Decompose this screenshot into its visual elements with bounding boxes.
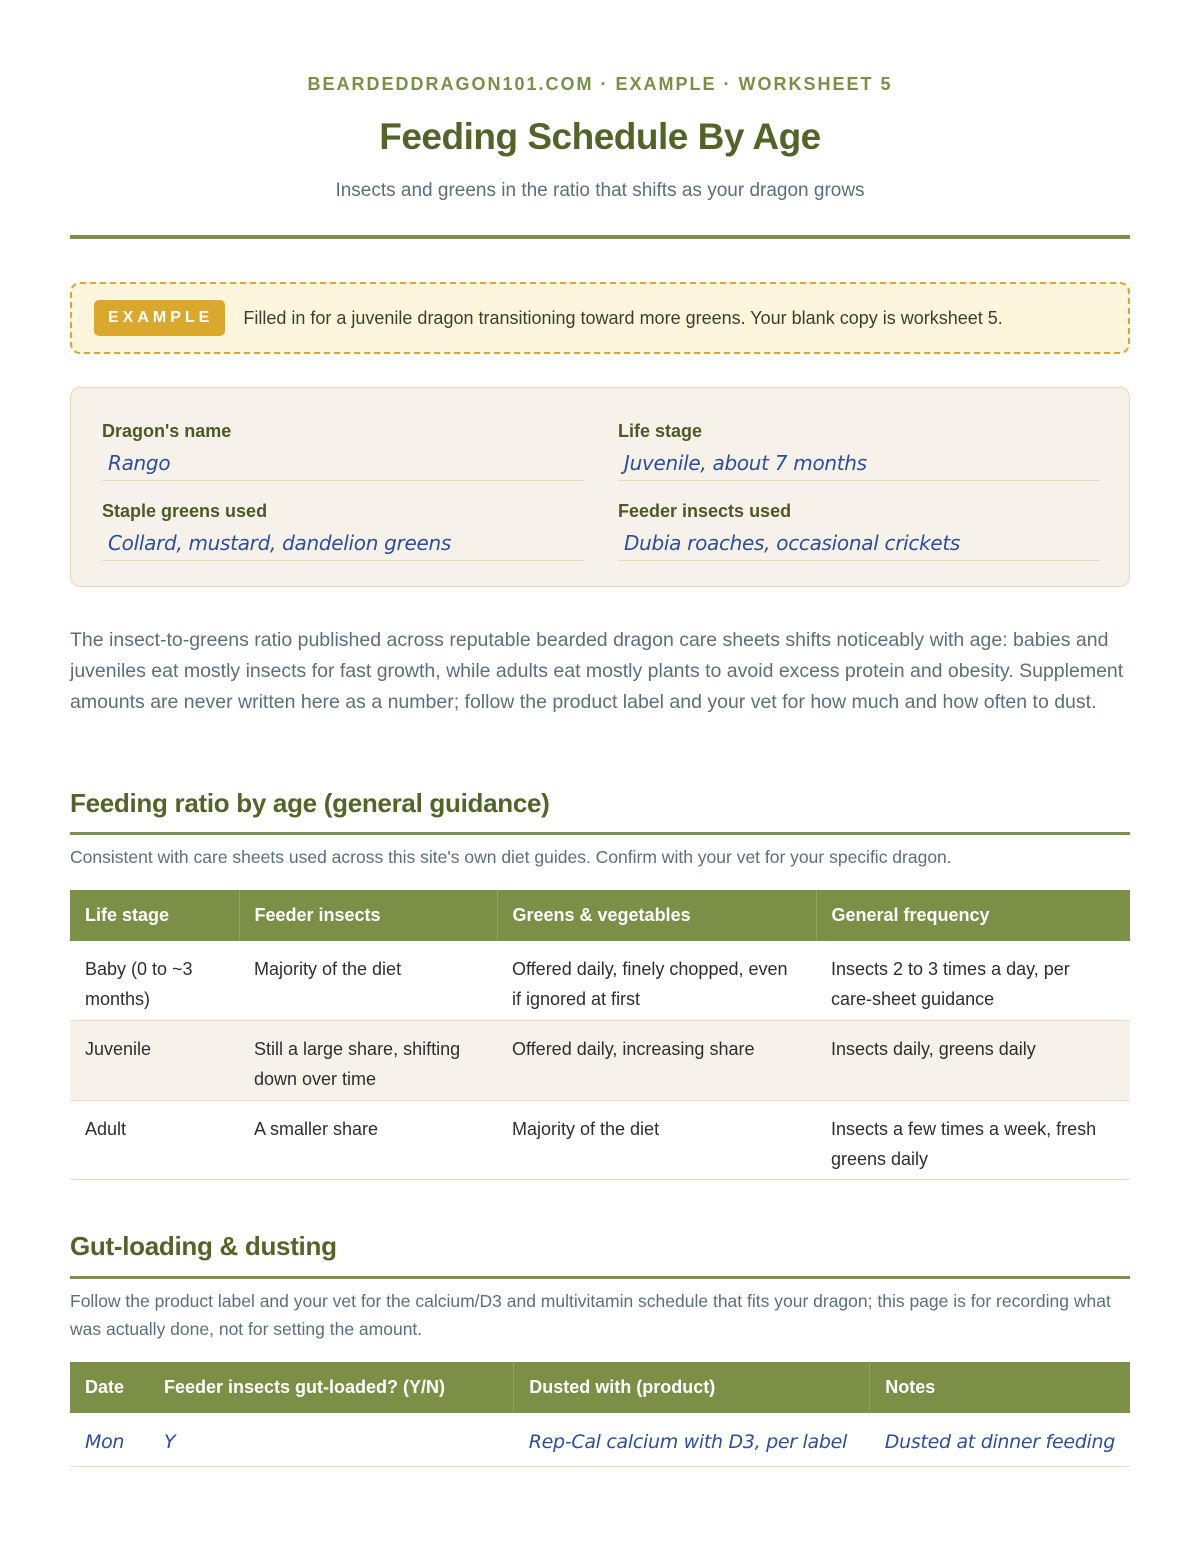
table-cell: Juvenile	[70, 1021, 239, 1101]
site-kicker: BEARDEDDRAGON101.COM · EXAMPLE · WORKSHEET 5	[307, 74, 893, 94]
greens-value[interactable]: Collard, mustard, dandelion greens	[102, 531, 584, 561]
header-divider	[70, 235, 1130, 239]
table-cell: A smaller share	[239, 1100, 497, 1180]
example-badge: EXAMPLE	[94, 300, 225, 336]
table-cell: Offered daily, increasing share	[497, 1021, 816, 1101]
ratio-heading-rule	[70, 832, 1130, 835]
table-row	[70, 941, 1130, 1021]
insects-value[interactable]: Dubia roaches, occasional crickets	[618, 531, 1100, 561]
table-cell: Insects daily, greens daily	[816, 1021, 1130, 1101]
page-title: Feeding Schedule By Age	[379, 116, 821, 157]
table-row	[70, 1413, 1130, 1466]
table-row	[70, 1100, 1130, 1180]
log-gut-loaded-cell[interactable]: Y	[149, 1413, 514, 1466]
table-cell: Majority of the diet	[239, 941, 497, 1021]
column-header: Life stage	[70, 890, 239, 941]
greens-label: Staple greens used	[102, 501, 268, 521]
insects-label: Feeder insects used	[618, 501, 792, 521]
gut-loading-note: Follow the product label and your vet for the calcium/D3 and multivitamin schedule that fits your dragon; this page is for recording what was actually done, not for setting the amount.	[70, 1291, 1111, 1339]
feeding-ratio-table	[70, 890, 1130, 1180]
column-header: Date	[70, 1362, 149, 1413]
name-field	[102, 421, 584, 481]
ratio-note: Consistent with care sheets used across this site's own diet guides. Confirm with your vet for your specific dragon.	[70, 847, 952, 867]
column-header: Greens & vegetables	[497, 890, 816, 941]
table-cell: Still a large share, shifting down over time	[239, 1021, 497, 1101]
table-cell: Majority of the diet	[497, 1100, 816, 1180]
example-text: Filled in for a juvenile dragon transitioning toward more greens. Your blank copy is worksheet 5.	[243, 307, 1003, 328]
name-value[interactable]: Rango	[102, 451, 584, 481]
ratio-heading: Feeding ratio by age (general guidance)	[70, 788, 550, 818]
table-header-row	[70, 1362, 1130, 1413]
column-header: Dusted with (product)	[514, 1362, 870, 1413]
page-subtitle: Insects and greens in the ratio that shifts as your dragon grows	[335, 180, 865, 201]
gut-loading-heading: Gut-loading & dusting	[70, 1231, 337, 1261]
log-dusted-with-cell[interactable]: Rep-Cal calcium with D3, per label	[514, 1413, 870, 1466]
table-cell: Offered daily, finely chopped, even if ignored at first	[497, 941, 816, 1021]
gut-loading-heading-rule	[70, 1276, 1130, 1279]
column-header: Feeder insects gut-loaded? (Y/N)	[149, 1362, 514, 1413]
example-callout	[70, 282, 1130, 354]
life-stage-value[interactable]: Juvenile, about 7 months	[618, 451, 1100, 481]
table-cell: Insects 2 to 3 times a day, per care-sheet guidance	[816, 941, 1130, 1021]
dragon-info-panel	[70, 387, 1130, 587]
table-header-row	[70, 890, 1130, 941]
life-stage-label: Life stage	[618, 421, 703, 441]
gut-loading-log-table	[70, 1362, 1130, 1467]
intro-paragraph: The insect-to-greens ratio published across reputable bearded dragon care sheets shifts noticeably with age: babies and juveniles eat mostly insects for fast growth, while adults eat mostly plants to avoid excess protein and obesity. Supplement amounts are never written here as a number; follow the product label and your vet for how much and how often to dust.	[70, 629, 1124, 713]
table-cell: Baby (0 to ~3 months)	[70, 941, 239, 1021]
column-header: Feeder insects	[239, 890, 497, 941]
life-stage-field	[618, 421, 1100, 481]
name-label: Dragon's name	[102, 421, 232, 441]
table-row	[70, 1021, 1130, 1101]
log-date-cell[interactable]: Mon	[70, 1413, 149, 1466]
table-cell: Adult	[70, 1100, 239, 1180]
table-cell: Insects a few times a week, fresh greens daily	[816, 1100, 1130, 1180]
column-header: Notes	[870, 1362, 1130, 1413]
log-notes-cell[interactable]: Dusted at dinner feeding	[870, 1413, 1130, 1466]
insects-field	[618, 501, 1100, 561]
column-header: General frequency	[816, 890, 1130, 941]
greens-field	[102, 501, 584, 561]
